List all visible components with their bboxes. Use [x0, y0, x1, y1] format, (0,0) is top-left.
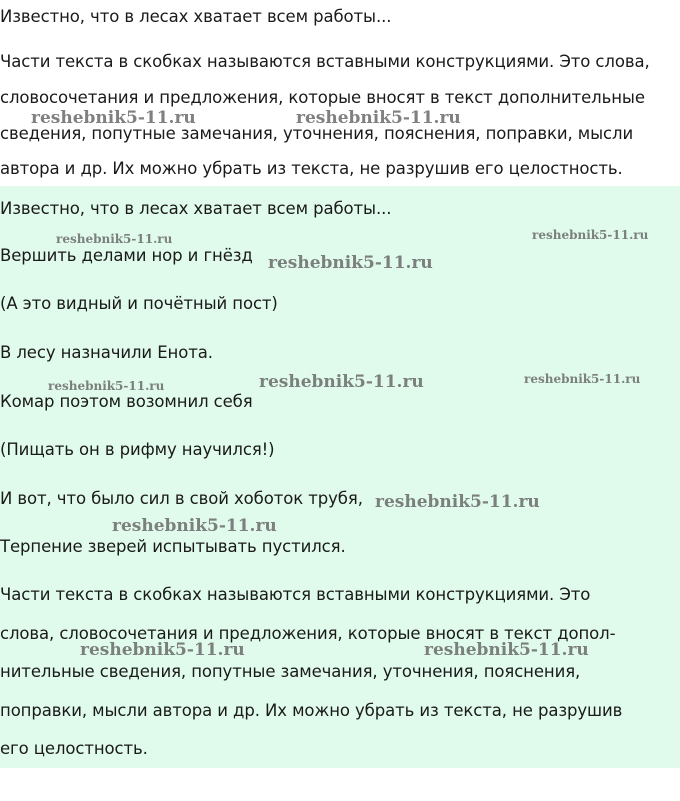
green-text-line-13: его целостность.	[0, 739, 148, 758]
poem-line-2: (А это видный и почётный пост)	[0, 294, 278, 313]
watermark: reshebnik5-11.ru	[80, 640, 245, 660]
poem-line-3: В лесу назначили Енота.	[0, 343, 213, 362]
watermark: reshebnik5-11.ru	[524, 372, 641, 386]
poem-line-1: Вершить делами нор и гнёзд	[0, 246, 253, 265]
watermark: reshebnik5-11.ru	[375, 492, 540, 512]
green-text-line-1: Известно, что в лесах хватает всем работы...	[0, 199, 392, 218]
watermark: reshebnik5-11.ru	[296, 108, 461, 128]
poem-line-6: И вот, что было сил в свой хоботок трубя,	[0, 489, 363, 508]
top-text-line-4: сведения, попутные замечания, уточнения, пояснения, поправки, мысли	[0, 124, 634, 143]
green-text-line-12: поправки, мысли автора и др. Их можно убрать из текста, не разрушив	[0, 701, 623, 720]
top-text-line-1: Известно, что в лесах хватает всем работы...	[0, 7, 392, 26]
green-text-line-11: нительные сведения, попутные замечания, уточнения, пояснения,	[0, 662, 581, 681]
poem-line-7: Терпение зверей испытывать пустился.	[0, 537, 346, 556]
watermark: reshebnik5-11.ru	[532, 228, 649, 242]
watermark: reshebnik5-11.ru	[424, 640, 589, 660]
watermark: reshebnik5-11.ru	[268, 253, 433, 273]
top-text-line-5: автора и др. Их можно убрать из текста, не разрушив его целостность.	[0, 159, 623, 178]
watermark: reshebnik5-11.ru	[48, 379, 165, 393]
watermark: reshebnik5-11.ru	[259, 372, 424, 392]
poem-line-4: Комар поэтом возомнил себя	[0, 392, 253, 411]
poem-line-5: (Пищать он в рифму научился!)	[0, 440, 275, 459]
green-text-line-9: Части текста в скобках называются вставными конструкциями. Это	[0, 585, 591, 604]
top-text-line-3: словосочетания и предложения, которые вносят в текст дополнительные	[0, 88, 645, 107]
top-text-line-2: Части текста в скобках называются вставными конструкциями. Это слова,	[0, 52, 650, 71]
watermark: reshebnik5-11.ru	[56, 232, 173, 246]
watermark: reshebnik5-11.ru	[112, 516, 277, 536]
green-text-line-10: слова, словосочетания и предложения, которые вносят в текст допол-	[0, 624, 616, 643]
watermark: reshebnik5-11.ru	[31, 108, 196, 128]
